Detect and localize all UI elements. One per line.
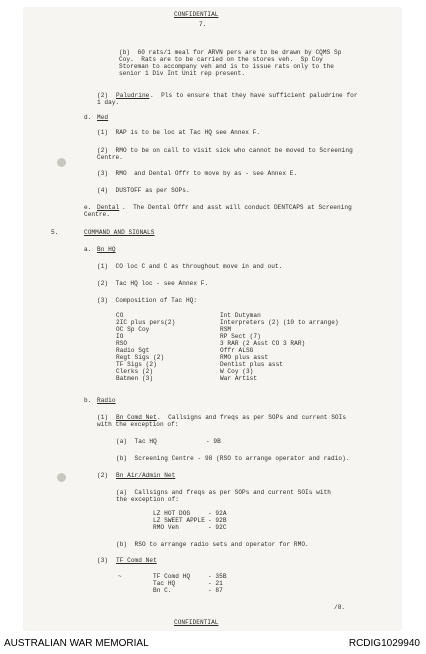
text-line: (a) Tac HQ bbox=[116, 438, 157, 445]
text-line: (4) DUSTOFF as per SOPs. bbox=[97, 187, 190, 194]
text-line: (1) CO loc C and C as throughout move in and out. bbox=[97, 263, 283, 270]
classification-header: CONFIDENTIAL bbox=[174, 11, 219, 18]
paragraph-letter: d. bbox=[84, 114, 92, 121]
composition-left: Clerks (2) bbox=[116, 368, 154, 375]
text-line: (b) 60 rats/1 meal for ARVN pers are to be drawn by CQMS Sp bbox=[119, 49, 342, 56]
callsign-name: Tac HQ bbox=[153, 580, 176, 587]
section-number: 5. bbox=[51, 229, 59, 236]
text-line: (b) Screening Centre - 98 (RSO to arrange operator and radio). bbox=[116, 455, 350, 462]
callsign-name: RMO Veh bbox=[153, 524, 179, 531]
composition-left: CO bbox=[116, 312, 124, 319]
page-number: 7. bbox=[199, 21, 207, 28]
composition-left: OC Sp Coy bbox=[116, 326, 150, 333]
subheading: Bn Air/Admin Net bbox=[116, 472, 176, 479]
paragraph-letter: e. bbox=[84, 204, 92, 211]
text-line: (b) RSO to arrange radio sets and operator for RMO. bbox=[116, 541, 309, 548]
composition-right: Offr ALSG bbox=[220, 347, 254, 354]
archive-name: AUSTRALIAN WAR MEMORIAL bbox=[4, 638, 149, 649]
paragraph-number: (1) bbox=[97, 414, 109, 421]
composition-right: RP Sect (7) bbox=[220, 333, 261, 340]
section-heading: COMMAND AND SIGNALS bbox=[84, 229, 155, 236]
callsign-name: Bn C. bbox=[153, 587, 172, 594]
document-page bbox=[24, 8, 401, 630]
paragraph-number: (2) bbox=[97, 472, 109, 479]
composition-right: Dentist plus asst bbox=[220, 361, 284, 368]
composition-left: RSO bbox=[116, 340, 128, 347]
text-line: Storeman to accompany veh and is to issue rats only to the bbox=[119, 63, 334, 70]
punch-hole bbox=[57, 473, 66, 482]
paragraph-number: (2) bbox=[97, 92, 109, 99]
composition-right: Int Dutyman bbox=[220, 312, 261, 319]
text-line: (2) Tac HQ loc - see Annex F. bbox=[97, 280, 209, 287]
text-line: (a) Callsigns and freqs as per SOPs and current SOIs with bbox=[116, 489, 331, 496]
subheading: Dental bbox=[97, 204, 120, 211]
text-line: Centre. bbox=[84, 211, 110, 218]
classification-footer: CONFIDENTIAL bbox=[174, 619, 219, 626]
archive-reference: RCDIG1029940 bbox=[348, 638, 420, 649]
composition-right: W Coy (3) bbox=[220, 368, 254, 375]
text-line: (3) Composition of Tac HQ: bbox=[97, 297, 198, 304]
subheading: TF Comd Net bbox=[116, 557, 157, 564]
callsign-name: LZ HOT DOG bbox=[153, 510, 191, 517]
text-line: . Callsigns and freqs as per SOPs and current SOIs bbox=[157, 414, 347, 421]
subheading: Radio bbox=[97, 397, 116, 404]
callsign-value: - 9B bbox=[206, 438, 221, 445]
callsign-name: TF Comd HQ bbox=[153, 573, 191, 580]
paragraph-number: (3) bbox=[97, 557, 109, 564]
paragraph-letter: a. bbox=[84, 246, 92, 253]
composition-right: RMO plus asst bbox=[220, 354, 269, 361]
text-line: Coy. Rats are to be carried on the stores veh. Sp Coy bbox=[119, 56, 323, 63]
text-line: 1 day. bbox=[97, 99, 120, 106]
composition-right: Interpreters (2) (10 to arrange) bbox=[220, 319, 339, 326]
callsign-value: - 92A bbox=[208, 510, 227, 517]
text-line: . Pls to ensure that they have sufficient paludrine for bbox=[150, 92, 358, 99]
text-line: (3) RMO and Dental Offr to move by as - see Annex E. bbox=[97, 170, 298, 177]
mark: ~ bbox=[118, 573, 122, 580]
callsign-value: - 92B bbox=[208, 517, 227, 524]
text-line: with the exception of: bbox=[97, 421, 179, 428]
text-line: senior 1 Div Int Unit rep present. bbox=[119, 70, 246, 77]
composition-left: 2IC plus pers(2) bbox=[116, 319, 176, 326]
text-line: (1) RAP is to be loc at Tac HQ see Annex F. bbox=[97, 129, 261, 136]
subheading: Med bbox=[97, 114, 109, 121]
composition-right: War Artist bbox=[220, 375, 258, 382]
text-line: . The Dental Offr and asst will conduct DENTCAPS at Screening bbox=[122, 204, 352, 211]
composition-left: Radio Sgt bbox=[116, 347, 150, 354]
composition-left: IO bbox=[116, 333, 124, 340]
callsign-value: - 21 bbox=[208, 580, 223, 587]
composition-right: 3 RAR (2 Asst CO 3 RAR) bbox=[220, 340, 306, 347]
text-line: Centre. bbox=[97, 154, 123, 161]
callsign-value: - 35B bbox=[208, 573, 227, 580]
punch-hole bbox=[57, 158, 66, 167]
callsign-value: - 87 bbox=[208, 587, 223, 594]
composition-left: Regt Sigs (2) bbox=[116, 354, 165, 361]
archive-footer bbox=[0, 638, 426, 652]
composition-left: TF Sigs (2) bbox=[116, 361, 157, 368]
callsign-name: LZ SWEET APPLE bbox=[153, 517, 205, 524]
subheading: Bn Comd Net bbox=[116, 414, 157, 421]
continuation-marker: /8. bbox=[334, 604, 346, 611]
composition-right: RSM bbox=[220, 326, 232, 333]
text-line: (2) RMO to be on call to visit sick who cannot be moved to Screening bbox=[97, 147, 353, 154]
subheading: Bn HQ bbox=[97, 246, 116, 253]
composition-left: Batmen (3) bbox=[116, 375, 154, 382]
callsign-value: - 92C bbox=[208, 524, 227, 531]
text-line: the exception of: bbox=[116, 496, 180, 503]
subheading: Paludrine bbox=[116, 92, 150, 99]
paragraph-letter: b. bbox=[84, 397, 92, 404]
